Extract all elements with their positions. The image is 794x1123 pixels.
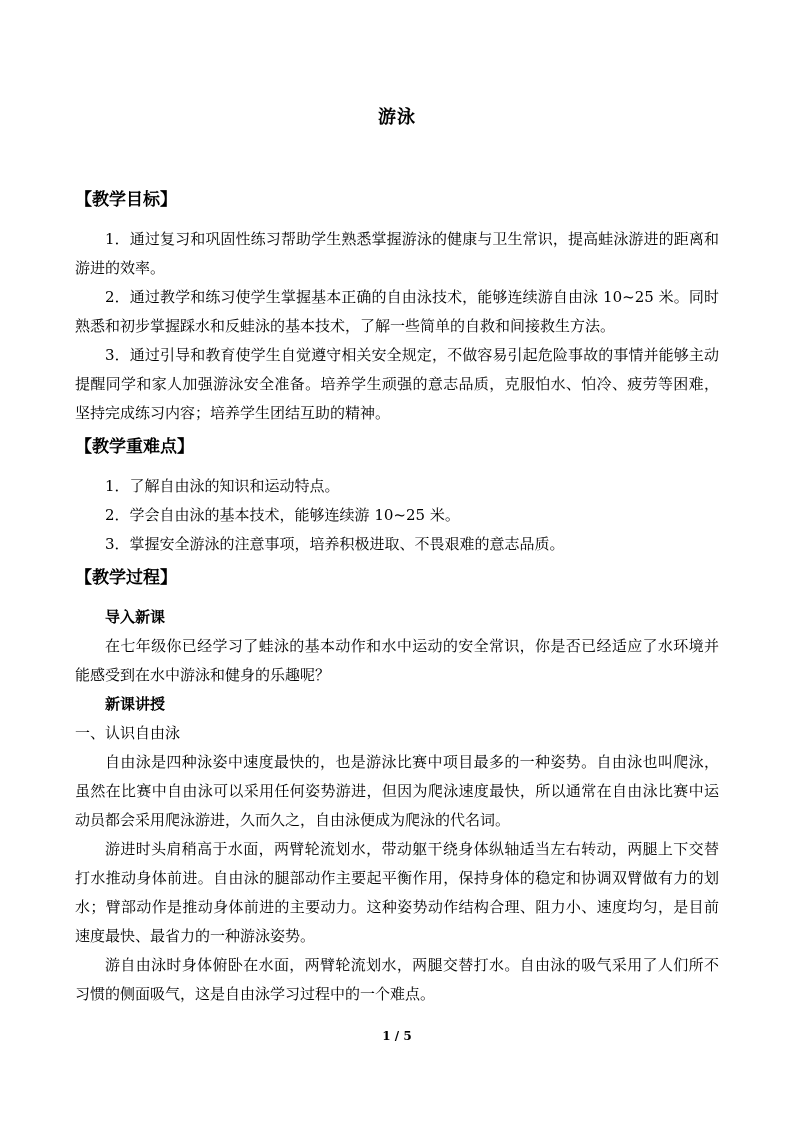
part1-heading: 一、认识自由泳 (75, 724, 181, 742)
goal-item-2: 2．通过教学和练习使学生掌握基本正确的自由泳技术，能够连续游自由泳 10~25 米。同时熟悉和初步掌握踩水和反蛙泳的基本技术，了解一些简单的自救和间接救生方法。 (75, 288, 719, 335)
page-number: 1 / 5 (382, 1029, 412, 1043)
goal-item-1: 1．通过复习和巩固性练习帮助学生熟悉掌握游泳的健康与卫生常识，提高蛙泳游进的距离和游进的效率。 (75, 230, 719, 277)
key-point-item-3: 3．掌握安全游泳的注意事项，培养积极进取、不畏艰难的意志品质。 (105, 535, 565, 553)
intro-heading: 导入新课 (105, 608, 166, 626)
lecture-heading: 新课讲授 (105, 695, 166, 713)
document-body (75, 181, 719, 1009)
intro-paragraph: 在七年级你已经学习了蛙泳的基本动作和水中运动的安全常识，你是否已经适应了水环境并能感受到在水中游泳和健身的乐趣呢？ (75, 637, 719, 684)
key-point-item-2: 2．学会自由泳的基本技术，能够连续游 10~25 米。 (105, 506, 460, 524)
lecture-paragraph-3: 游自由泳时身体俯卧在水面，两臂轮流划水，两腿交替打水。自由泳的吸气采用了人们所不习惯的侧面吸气，这是自由泳学习过程中的一个难点。 (75, 956, 719, 1003)
lecture-paragraph-1: 自由泳是四种泳姿中速度最快的，也是游泳比赛中项目最多的一种姿势。自由泳也叫爬泳，虽然在比赛中自由泳可以采用任何姿势游进，但因为爬泳速度最快，所以通常在自由泳比赛中运动员都会采用爬泳游进，久而久之，自由泳便成为爬泳的代名词。 (75, 753, 719, 829)
section-heading-process: 【教学过程】 (75, 568, 177, 588)
goal-item-3: 3．通过引导和教育使学生自觉遵守相关安全规定，不做容易引起危险事故的事情并能够主动提醒同学和家人加强游泳安全准备。培养学生顽强的意志品质，克服怕水、怕冷、疲劳等困难，坚持完成练习内容；培养学生团结互助的精神。 (75, 346, 719, 422)
key-point-item-1: 1．了解自由泳的知识和运动特点。 (105, 477, 340, 495)
lecture-paragraph-2: 游进时头肩稍高于水面，两臂轮流划水，带动躯干绕身体纵轴适当左右转动，两腿上下交替打水推动身体前进。自由泳的腿部动作主要起平衡作用，保持身体的稳定和协调双臂做有力的划水；臂部动作是推动身体前进的主要动力。这种姿势动作结构合理、阻力小、速度均匀，是目前速度最快、最省力的一种游泳姿势。 (75, 840, 719, 945)
section-heading-goals: 【教学目标】 (75, 190, 177, 210)
document-title: 游泳 (378, 107, 416, 128)
section-heading-key-points: 【教学重难点】 (75, 437, 194, 457)
